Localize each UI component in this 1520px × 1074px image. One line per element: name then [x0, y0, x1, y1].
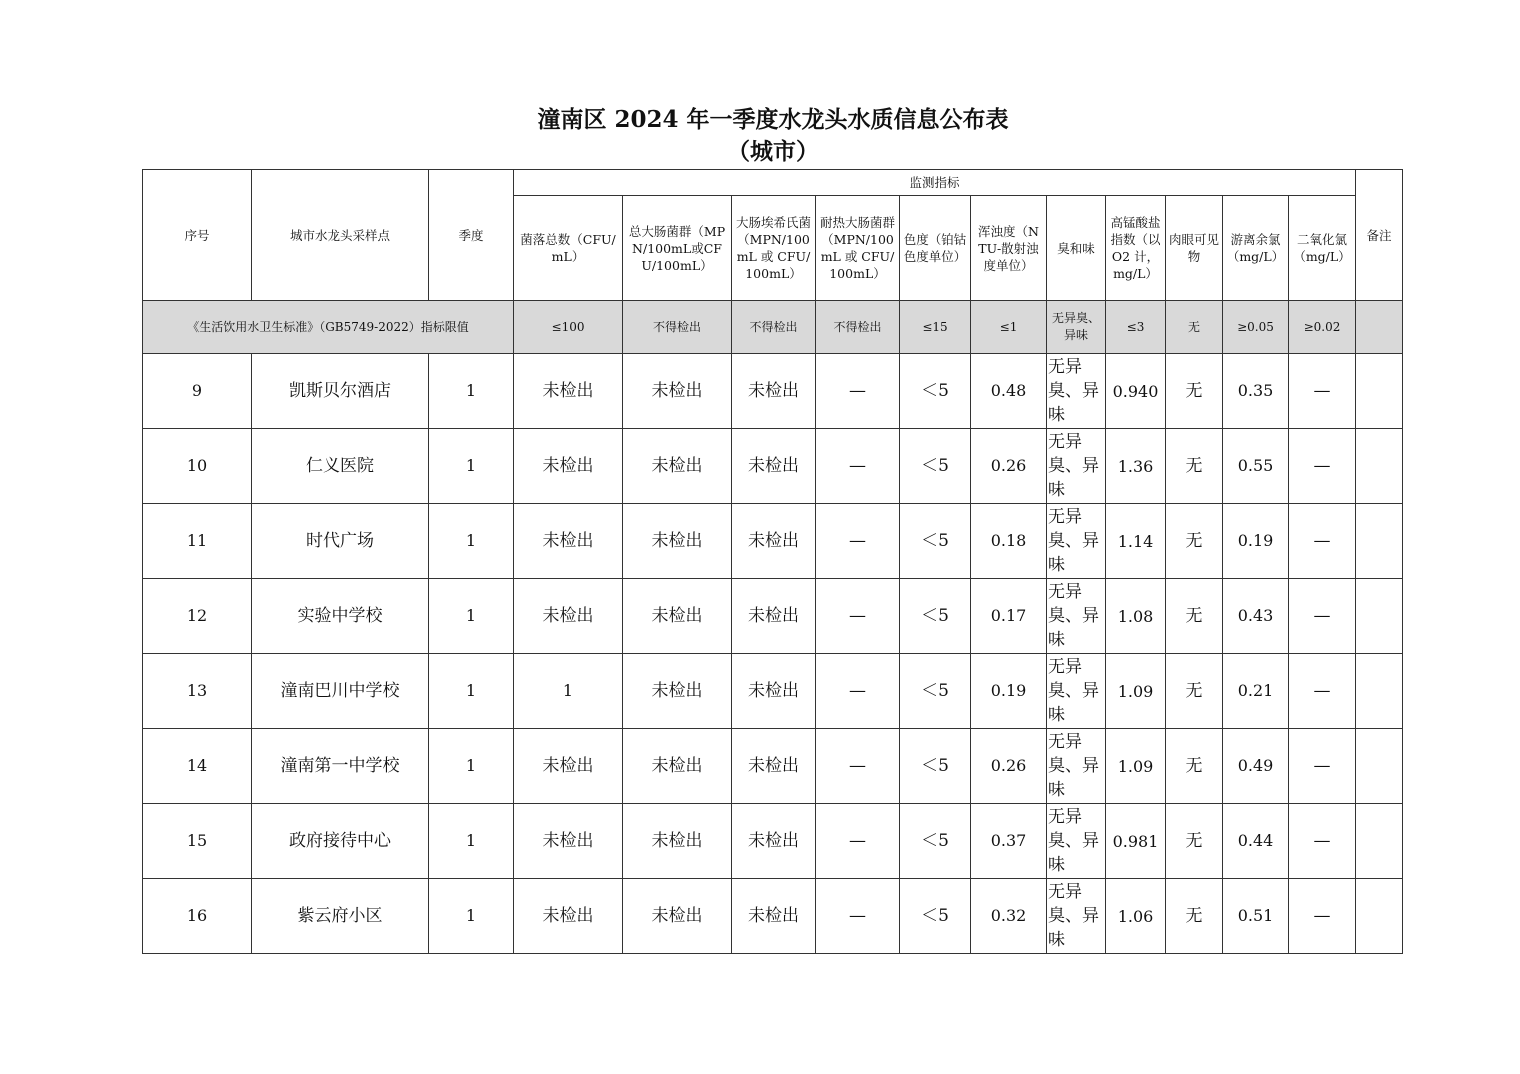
- cell-seq: 16: [143, 879, 252, 954]
- page-title: 潼南区 2024 年一季度水龙头水质信息公布表: [537, 106, 1009, 133]
- standard-value: ≥0.02: [1289, 301, 1356, 354]
- cell-colony: 未检出: [514, 804, 623, 879]
- cell-seq: 13: [143, 654, 252, 729]
- cell-coliform: 未检出: [623, 654, 732, 729]
- table-row: [143, 504, 1403, 579]
- cell-ecoli: 未检出: [732, 729, 816, 804]
- cell-visible: 无: [1166, 579, 1223, 654]
- cell-kmno4: 1.09: [1106, 654, 1166, 729]
- cell-thermo: —: [816, 729, 900, 804]
- cell-color: ＜5: [900, 729, 971, 804]
- cell-clo2: —: [1289, 804, 1356, 879]
- cell-clo2: —: [1289, 579, 1356, 654]
- cell-site: 潼南巴川中学校: [252, 654, 429, 729]
- cell-remark: [1356, 354, 1403, 429]
- cell-site: 实验中学校: [252, 579, 429, 654]
- cell-coliform: 未检出: [623, 354, 732, 429]
- cell-odor: 无异臭、异味: [1047, 354, 1106, 429]
- cell-kmno4: 0.940: [1106, 354, 1166, 429]
- standard-value: ≤100: [514, 301, 623, 354]
- table-row: [143, 879, 1403, 954]
- cell-turbidity: 0.32: [971, 879, 1047, 954]
- header-quarter: 季度: [429, 170, 514, 301]
- header-thermo-coliform: 耐热大肠菌群（MPN/100mL 或 CFU/100mL）: [816, 196, 900, 301]
- page-subtitle: （城市）: [727, 138, 819, 165]
- cell-turbidity: 0.18: [971, 504, 1047, 579]
- cell-ecoli: 未检出: [732, 354, 816, 429]
- cell-visible: 无: [1166, 504, 1223, 579]
- cell-visible: 无: [1166, 879, 1223, 954]
- cell-colony: 1: [514, 654, 623, 729]
- cell-odor: 无异臭、异味: [1047, 654, 1106, 729]
- cell-chlorine: 0.51: [1223, 879, 1289, 954]
- cell-seq: 15: [143, 804, 252, 879]
- header-indicator-group: 监测指标: [514, 170, 1356, 196]
- cell-odor: 无异臭、异味: [1047, 729, 1106, 804]
- cell-quarter: 1: [429, 879, 514, 954]
- cell-kmno4: 1.06: [1106, 879, 1166, 954]
- cell-quarter: 1: [429, 354, 514, 429]
- cell-thermo: —: [816, 429, 900, 504]
- cell-color: ＜5: [900, 879, 971, 954]
- cell-remark: [1356, 729, 1403, 804]
- cell-kmno4: 1.14: [1106, 504, 1166, 579]
- cell-ecoli: 未检出: [732, 879, 816, 954]
- cell-clo2: —: [1289, 879, 1356, 954]
- cell-clo2: —: [1289, 654, 1356, 729]
- cell-colony: 未检出: [514, 504, 623, 579]
- header-seq: 序号: [143, 170, 252, 301]
- water-quality-table: [142, 169, 1403, 954]
- cell-chlorine: 0.19: [1223, 504, 1289, 579]
- cell-seq: 11: [143, 504, 252, 579]
- cell-site: 时代广场: [252, 504, 429, 579]
- cell-colony: 未检出: [514, 879, 623, 954]
- cell-coliform: 未检出: [623, 579, 732, 654]
- cell-turbidity: 0.26: [971, 429, 1047, 504]
- cell-odor: 无异臭、异味: [1047, 504, 1106, 579]
- header-site: 城市水龙头采样点: [252, 170, 429, 301]
- cell-coliform: 未检出: [623, 429, 732, 504]
- cell-coliform: 未检出: [623, 804, 732, 879]
- standard-value: 无: [1166, 301, 1223, 354]
- cell-chlorine: 0.49: [1223, 729, 1289, 804]
- cell-kmno4: 1.09: [1106, 729, 1166, 804]
- standard-value: 不得检出: [623, 301, 732, 354]
- table-row: [143, 804, 1403, 879]
- cell-color: ＜5: [900, 804, 971, 879]
- cell-site: 仁义医院: [252, 429, 429, 504]
- cell-visible: 无: [1166, 654, 1223, 729]
- cell-coliform: 未检出: [623, 879, 732, 954]
- cell-thermo: —: [816, 879, 900, 954]
- table-row: [143, 429, 1403, 504]
- table-row: [143, 579, 1403, 654]
- header-total-coliform: 总大肠菌群（MPN/100mL或CFU/100mL）: [623, 196, 732, 301]
- cell-visible: 无: [1166, 804, 1223, 879]
- header-odor: 臭和味: [1047, 196, 1106, 301]
- cell-chlorine: 0.21: [1223, 654, 1289, 729]
- cell-turbidity: 0.37: [971, 804, 1047, 879]
- cell-seq: 9: [143, 354, 252, 429]
- header-chlorine-dioxide: 二氧化氯（mg/L）: [1289, 196, 1356, 301]
- standard-value: 不得检出: [816, 301, 900, 354]
- cell-kmno4: 1.36: [1106, 429, 1166, 504]
- cell-thermo: —: [816, 504, 900, 579]
- cell-chlorine: 0.55: [1223, 429, 1289, 504]
- cell-visible: 无: [1166, 354, 1223, 429]
- standard-value: 无异臭、异味: [1047, 301, 1106, 354]
- cell-ecoli: 未检出: [732, 579, 816, 654]
- standard-remark: [1356, 301, 1403, 354]
- cell-visible: 无: [1166, 729, 1223, 804]
- cell-thermo: —: [816, 804, 900, 879]
- standard-value: ≤15: [900, 301, 971, 354]
- cell-kmno4: 0.981: [1106, 804, 1166, 879]
- cell-remark: [1356, 804, 1403, 879]
- cell-quarter: 1: [429, 579, 514, 654]
- table-row: [143, 354, 1403, 429]
- cell-odor: 无异臭、异味: [1047, 579, 1106, 654]
- cell-quarter: 1: [429, 804, 514, 879]
- cell-thermo: —: [816, 579, 900, 654]
- cell-clo2: —: [1289, 729, 1356, 804]
- cell-color: ＜5: [900, 429, 971, 504]
- cell-color: ＜5: [900, 354, 971, 429]
- cell-visible: 无: [1166, 429, 1223, 504]
- cell-remark: [1356, 429, 1403, 504]
- cell-turbidity: 0.19: [971, 654, 1047, 729]
- table-row: [143, 654, 1403, 729]
- cell-color: ＜5: [900, 504, 971, 579]
- header-color: 色度（铂钴色度单位）: [900, 196, 971, 301]
- cell-coliform: 未检出: [623, 729, 732, 804]
- cell-odor: 无异臭、异味: [1047, 879, 1106, 954]
- cell-ecoli: 未检出: [732, 804, 816, 879]
- cell-ecoli: 未检出: [732, 429, 816, 504]
- cell-thermo: —: [816, 654, 900, 729]
- standard-value: ≤3: [1106, 301, 1166, 354]
- standard-value: 不得检出: [732, 301, 816, 354]
- cell-odor: 无异臭、异味: [1047, 804, 1106, 879]
- table-row: [143, 729, 1403, 804]
- header-turbidity: 浑浊度（NTU-散射浊度单位）: [971, 196, 1047, 301]
- cell-remark: [1356, 579, 1403, 654]
- header-ecoli: 大肠埃希氏菌（MPN/100mL 或 CFU/100mL）: [732, 196, 816, 301]
- cell-colony: 未检出: [514, 729, 623, 804]
- cell-site: 政府接待中心: [252, 804, 429, 879]
- header-colony: 菌落总数（CFU/mL）: [514, 196, 623, 301]
- cell-thermo: —: [816, 354, 900, 429]
- cell-seq: 12: [143, 579, 252, 654]
- cell-site: 潼南第一中学校: [252, 729, 429, 804]
- cell-quarter: 1: [429, 729, 514, 804]
- cell-quarter: 1: [429, 504, 514, 579]
- header-remark: 备注: [1356, 170, 1403, 301]
- cell-clo2: —: [1289, 354, 1356, 429]
- cell-kmno4: 1.08: [1106, 579, 1166, 654]
- cell-remark: [1356, 504, 1403, 579]
- cell-color: ＜5: [900, 579, 971, 654]
- cell-seq: 14: [143, 729, 252, 804]
- header-visible: 肉眼可见物: [1166, 196, 1223, 301]
- cell-seq: 10: [143, 429, 252, 504]
- header-free-chlorine: 游离余氯（mg/L）: [1223, 196, 1289, 301]
- cell-chlorine: 0.43: [1223, 579, 1289, 654]
- header-kmno4: 高锰酸盐指数（以 O2 计，mg/L）: [1106, 196, 1166, 301]
- cell-chlorine: 0.44: [1223, 804, 1289, 879]
- cell-site: 凯斯贝尔酒店: [252, 354, 429, 429]
- cell-turbidity: 0.48: [971, 354, 1047, 429]
- cell-colony: 未检出: [514, 429, 623, 504]
- cell-remark: [1356, 654, 1403, 729]
- cell-ecoli: 未检出: [732, 504, 816, 579]
- cell-quarter: 1: [429, 429, 514, 504]
- cell-chlorine: 0.35: [1223, 354, 1289, 429]
- cell-colony: 未检出: [514, 579, 623, 654]
- cell-coliform: 未检出: [623, 504, 732, 579]
- cell-odor: 无异臭、异味: [1047, 429, 1106, 504]
- cell-colony: 未检出: [514, 354, 623, 429]
- cell-ecoli: 未检出: [732, 654, 816, 729]
- cell-color: ＜5: [900, 654, 971, 729]
- cell-turbidity: 0.26: [971, 729, 1047, 804]
- cell-quarter: 1: [429, 654, 514, 729]
- cell-clo2: —: [1289, 504, 1356, 579]
- cell-turbidity: 0.17: [971, 579, 1047, 654]
- cell-site: 紫云府小区: [252, 879, 429, 954]
- cell-clo2: —: [1289, 429, 1356, 504]
- standard-value: ≥0.05: [1223, 301, 1289, 354]
- standard-label: 《生活饮用水卫生标准》（GB5749-2022）指标限值: [143, 301, 514, 354]
- standard-value: ≤1: [971, 301, 1047, 354]
- cell-remark: [1356, 879, 1403, 954]
